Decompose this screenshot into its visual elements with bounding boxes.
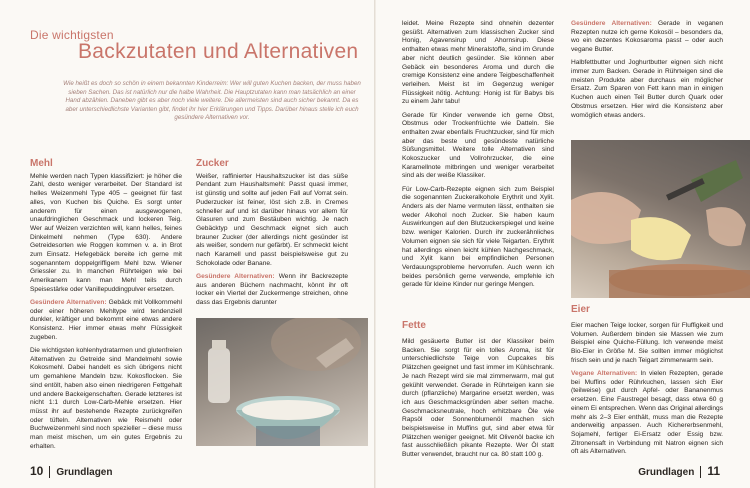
zucker-cont-paragraph-3: Für Low-Carb-Rezepte eignen sich zum Beispiel die sogenannten Zuckeralkohole Erythrit und Xylit. Anders als der Name vermuten lässt, enthalten sie weder Alkohol noch Zucker. Sie haben kaum Auswirkungen auf den Blutzuckerspiegel und keine bzw. weniger Kalorien. Durch ihr zuckerähnliches Volumen eignen sie sich für viele Teigarten. Erythrit hat allerdings einen leicht kühlen Nachgeschmack, und Xylit kann bei empfindlichen Personen Verdauungsprobleme hervorrufen. Auch wenn ich beides persönlich gerne verwende, empfehle ich gerade für kleine Kinder nur geringe Mengen. <box>402 185 554 289</box>
fette-paragraph-2: Halbfettbutter und Joghurtbutter eignen sich nicht immer zum Backen. Gerade in Rührteigen sind die meisten Produkte aber durchaus ein möglicher Ersatz. Zum Sparen von Fett kann man in einigen Kuchen auch einen Teil Butter durch Quark oder Obstmus ersetzen. Hier wird die Konsistenz aber womöglich etwas anders. <box>571 59 723 119</box>
footer-left <box>30 464 112 478</box>
zucker-alt-label: Gesündere Alternativen: <box>196 272 275 280</box>
mehl-paragraph-3: Die wichtigsten kohlenhydratarmen und glutenfreien Alternativen zu Getreide sind Mandelmehl sowie Kokosmehl. Dabei handelt es sich übrigens nicht um gemahlene Mandeln bzw. Kokosflocken. Sie sind entölt, haben also einen niedrigeren Fettgehalt und andere Backeigenschaften. Gerade letzteres ist nicht 1:1 durch Low-Carb-Mehle ersetzen. Hier müsst ihr auf bestehende Rezepte zurückgreifen oder tüfteln. Alternativen wie Reismehl oder Buchweizenmehl sind noch spezieller – diese muss man meist mischen, um ein gutes Ergebnis zu erhalten. <box>30 347 182 450</box>
intro-text: Wie heißt es doch so schön in einem bekannten Kinderreim: Wer will guten Kuchen backen, der muss haben sieben Sachen. Das ist natürlich nur die halbe Wahrheit. Die Hauptzutaten kann man tatsächlich an einer Hand abzählen. Daneben gibt es aber noch viele weitere. Die allermeisten sind auch sicher bekannt. Da es aber unterschiedlichste Varianten gibt, findet ihr hier Erklärungen und Tipps. Darüber hinaus stelle ich euch gesündere Alternativen vor. <box>63 80 361 122</box>
photo-butter-spatula <box>571 140 750 298</box>
fette-alternatives <box>571 20 723 55</box>
zucker-alt-text: Wenn ihr Backrezepte aus anderen Büchern nachmacht, könnt ihr oft locker ein Viertel der Zuckermenge streichen, ohne dass das Ergebnis darunter <box>196 272 348 307</box>
footer-separator-left <box>49 466 50 478</box>
eier-alt-text: In vielen Rezepten, gerade bei Muffins oder Rührkuchen, lassen sich Eier (teilweise) gut durch Apfel- oder Bananenmus ersetzen. Eine Faustregel besagt, dass etwa 60 g einem Ei entsprechen. Wenn das Original allerdings mehr als 2–3 Eier enthält, muss man die Rezepte anderweitig anpassen. Auch Kichererbsenmehl, Sojamehl, fertiger Ei-Ersatz oder Essig bzw. Zitronensaft in Verbindung mit Natron eignen sich oft als Alternativen. <box>571 370 723 456</box>
zucker-cont-paragraph-2: Gerade für Kinder verwende ich gerne Obst, Obstmus oder Trockenfrüchte wie Datteln. Sie enthalten zwar ebenfalls Fruchtzucker, sind für mich aber das beste und gesündeste natürliche Süßungsmittel. Weitere tolle Alternativen sind Kokoszucker und Vollrohrzucker, die eine Karamellnote mitbringen und weniger verarbeitet sind als der weiße Klassiker. <box>402 111 554 180</box>
fette-alt-text: Gerade in veganen Rezepten nutze ich gerne Kokosöl – besonders da, wo ein dezentes Kokosaroma passt – oder auch vegane Butter. <box>571 20 724 54</box>
column-mehl <box>30 160 182 456</box>
column-fette <box>402 338 554 464</box>
heading-mehl: Mehl <box>30 158 53 169</box>
column-zucker <box>196 160 348 312</box>
mehl-alt-text: Gebäck mit Vollkornmehl oder einer höheren Mehltype wird tendenziell dunkler, kräftiger und bekommt eine etwas andere Konsistenz. Hier immer etwas mehr Flüssigkeit zugeben. <box>30 299 182 341</box>
eier-alternatives <box>571 370 723 457</box>
heading-eier: Eier <box>571 304 590 315</box>
page-number-right: 11 <box>707 464 720 478</box>
zucker-cont-paragraph-1: leidet. Meine Rezepte sind ohnehin dezenter gesüßt. Alternativen zum klassischen Zucker sind Honig, Agavensirup und Ahornsirup. Diese enthalten etwas mehr Mineralstoffe, sind im Grunde aber nicht deutlich gesünder. Sie können aber Gebäck ein besonderes Aroma und durch die cremige Konsistenz eine andere Teigbeschaffenheit verleihen. Meist ist im Gegenzug weniger Flüssigkeit nötig. Achtung: Honig ist für Babys bis zu einem Jahr tabu! <box>402 20 554 106</box>
eier-paragraph-1: Eier machen Teige locker, sorgen für Fluffigkeit und Volumen. Außerdem binden sie Massen wie zum Beispiel eine Quiche-Füllung. Ich verwende meist Bio-Eier in Größe M. Sie sollten immer möglichst frisch sein und je nach Teigart zimmerwarm sein. <box>571 322 723 364</box>
column-eier <box>571 322 723 462</box>
heading-fette-wrap <box>402 322 554 335</box>
photo-milk-bowl <box>196 318 368 446</box>
photo-milk-bowl-illustration <box>196 318 368 446</box>
column-fette-continued <box>571 20 723 125</box>
footer-section-left: Grundlagen <box>56 467 113 478</box>
footer-right <box>638 464 720 478</box>
page-title: Backzutaten und Alternativen <box>78 40 359 63</box>
fette-alt-label: Gesündere Alternativen: <box>571 20 652 27</box>
heading-zucker: Zucker <box>196 158 229 169</box>
zucker-alternatives <box>196 273 348 308</box>
zucker-paragraph-1: Weißer, raffinierter Haushaltszucker ist das süße Pendant zum Haushaltsmehl: Passt quasi immer, ist günstig und sollte auf jeden Fall auf Vorrat sein. Puderzucker ist feiner, löst sich z.B. in Cremes schneller auf und ist darüber hinaus vor allem für Glasuren und zum Bestäuben wichtig. Je nach Gebäcktyp und Geschmack eignet sich auch brauner Zucker (der allerdings nicht gesünder ist als weißer, sondern nur gefärbt). Er schmeckt leicht nach Karamell und passt beispielsweise gut zu Schokolade oder Banane. <box>196 172 348 267</box>
page-gutter <box>374 0 376 488</box>
mehl-paragraph-1: Mehle werden nach Typen klassifiziert: je höher die Zahl, desto weniger verarbeitet. Der Standard ist helles Weizenmehl Type 405 – geeignet für fast alles, von Kuchen bis Quiche. Es sorgt unter anderem für einen ausgewogenen, unaufdringlichen Geschmack und lockeren Teig. Wer auf Weizen verzichten will, kann helles, feines Dinkelmehl nehmen (Type 630). Andere Getreidesorten wie Roggen kommen v. a. in Brot zum Einsatz. Hefegebäck bereite ich gerne mit sogenanntem doppelgriffigem Mehl bzw. Wiener Griessler zu. In manchen Rührteigen wie bei Amerikanern kann man Mehl teils durch Speisestärke oder Vanillepuddingpulver ersetzen. <box>30 172 182 293</box>
photo-butter-spatula-illustration <box>571 140 750 298</box>
heading-eier-wrap <box>571 306 723 319</box>
page-number-left: 10 <box>30 464 44 478</box>
footer-section-right: Grundlagen <box>638 467 695 478</box>
mehl-alternatives <box>30 299 182 343</box>
column-zucker-continued <box>402 20 554 295</box>
footer-separator-right <box>700 466 701 478</box>
fette-paragraph-1: Mild gesäuerte Butter ist der Klassiker beim Backen. Sie sorgt für ein tolles Aroma, ist für unterschiedlichste Teige von Cupcakes bis Plätzchen geeignet und fast immer im Kühlschrank. Je nach Rezept wird sie mal zimmerwarm, mal gut gekühlt verwendet. Gerade in Rührteigen kann sie durch (pflanzliche) Margarine ersetzt werden, was ich aus Geschmacksgründen aber selten mache. Geschmacksneutrale, hoch erhitzbare Öle wie Rapsöl oder Sonnenblumenöl machen sich beispielsweise in Muffins gut, sind aber etwa für Plätzchen weniger geeignet. Mit Olivenöl backe ich fast ausschließlich pikante Rezepte. Wer Öl statt Butter verwendet, braucht nur ca. 80 statt 100 g. <box>402 338 554 459</box>
eier-alt-label: Vegane Alternativen: <box>571 370 638 378</box>
mehl-alt-label: Gesündere Alternativen: <box>30 299 107 307</box>
heading-fette: Fette <box>402 320 426 331</box>
section-kicker: Die wichtigsten <box>30 28 114 42</box>
